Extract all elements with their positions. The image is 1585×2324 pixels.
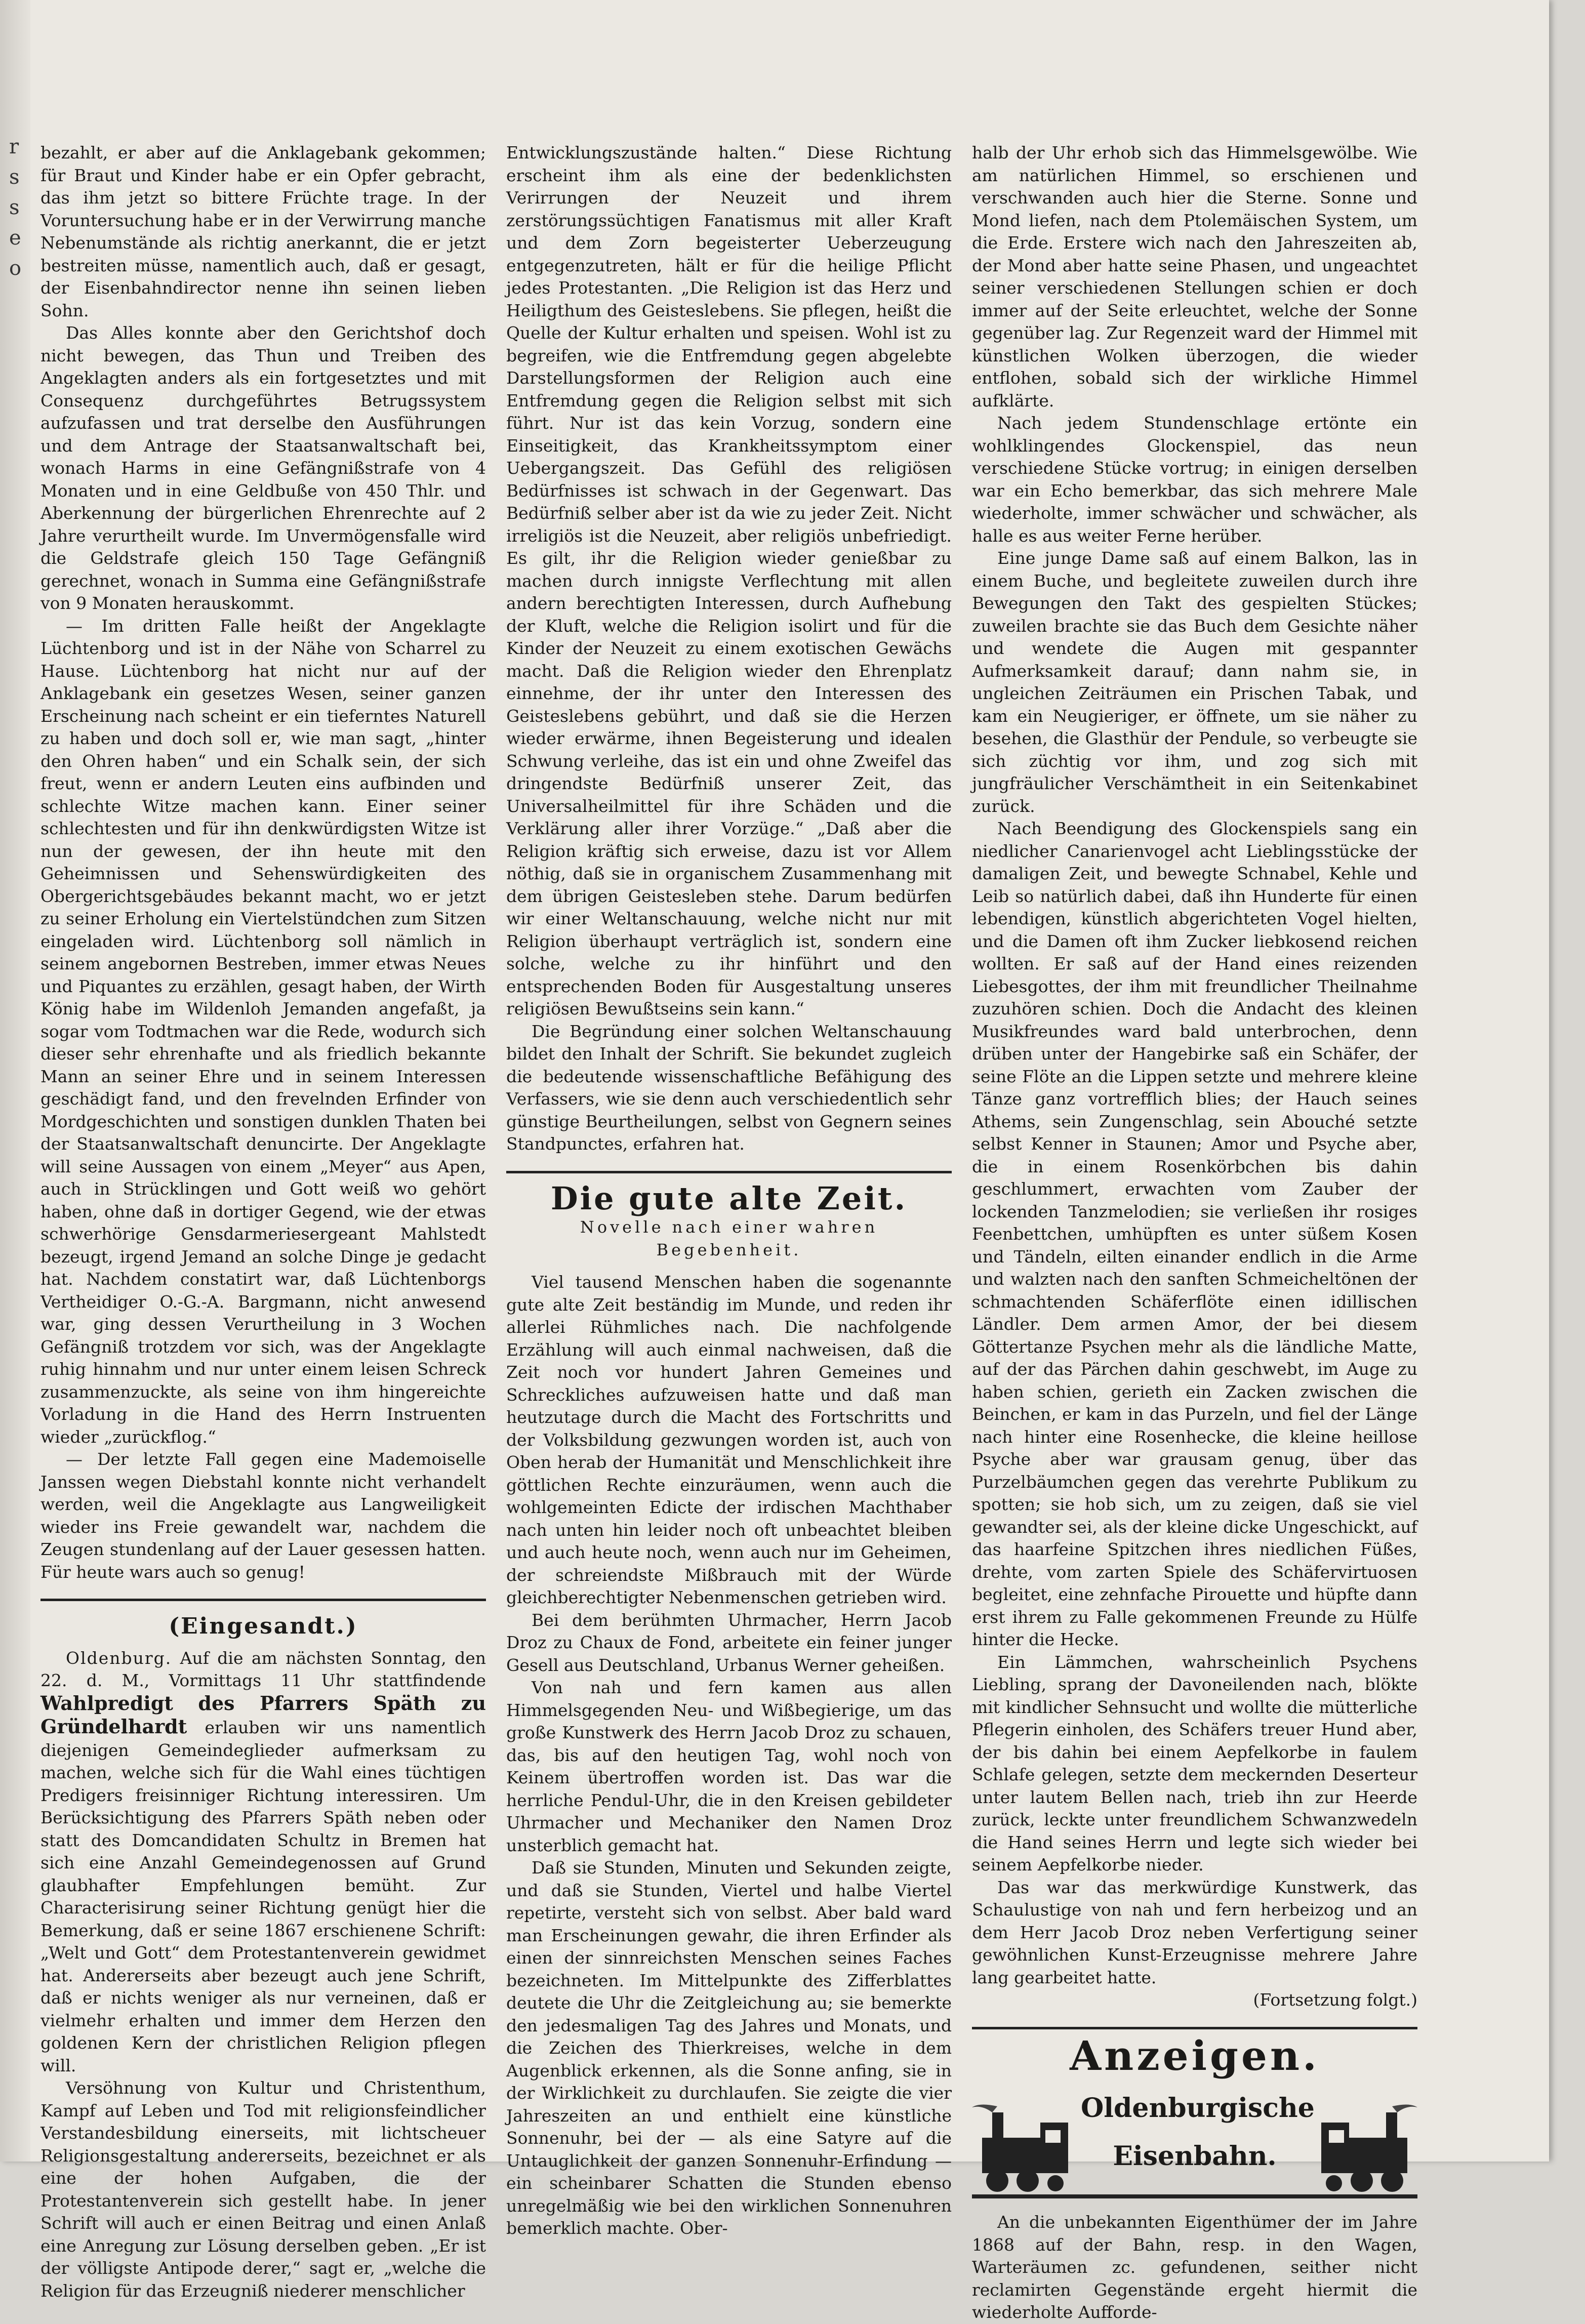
story-paragraph: Viel tausend Menschen haben die sogenannte gute alte Zeit beständig im Munde, und reden ihr allerlei Rühmliches nach. Die nachfolgende Erzählung will auch einmal nachweisen, daß die Zeit noch vor hundert Jahren Gemeines und Schreckliches aufzuweisen hatte und daß man heutzutage durch die Macht des Fortschritts und der Volksbildung gezwungen worden ist, auch von Oben herab der Humanität und Menschlichkeit ihre göttlichen Rechte einzuräumen, wenn auch die wohlgemeinten Edicte der irdischen Machthaber nach unten hin leider noch oft unbeachtet bleiben und auch heute noch, wenn auch nur im Geheimen, der schreiendste Mißbrauch mit der Würde gleichberechtigter Nebenmenschen getrieben wird. bbox=[506, 1272, 952, 1607]
story-paragraph: Bei dem berühmten Uhrmacher, Herrn Jacob Droz zu Chaux de Fond, arbeitete ein feiner junger Gesell aus Deutschland, Urbanus Werner geheißen. bbox=[506, 1610, 952, 1675]
ad-title-line2: Eisenbahn. bbox=[1113, 2141, 1277, 2172]
highlight-text: Wahlpredigt des Pfarrers Späth zu Gründelhardt bbox=[40, 1691, 486, 1738]
railway-ad-header bbox=[972, 2087, 1417, 2198]
column-1 bbox=[40, 142, 486, 2301]
ads-heading: Anzeigen. bbox=[1070, 2031, 1320, 2080]
story-paragraph: Eine junge Dame saß auf einem Balkon, las in einem Buche, und begleitete zuweilen durch ihre Bewegungen den Takt des gespielten Stückes; zuweilen brachte sie das Buch dem Gesichte näher und wendete die Augen mit gespannter Aufmerksamkeit darauf; dann nahm sie, in ungleichen Zeiträumen ein Prischen Tabak, und kam ein Neugieriger, er öffnete, um sie näher zu besehen, die Glasthür der Pendule, so verbeugte sie sich züchtig vor ihm, und zog sich mit jungfräulicher Verschämtheit in ein Seitenkabinet zurück. bbox=[972, 548, 1417, 816]
story-paragraph: Nach Beendigung des Glockenspiels sang ein niedlicher Canarienvogel acht Lieblingsstücke der damaligen Zeit, und bewegte Schnabel, Kehle und Leib so natürlich dabei, daß ihn Hunderte für einen lebendigen, künstlich abgerichteten Vogel hielten, und die Damen oft ihm Zucker liebkosend reichen wollten. Er saß auf der Hand eines reizenden Liebesgottes, der ihm mit freundlicher Theilnahme zuzuhören schien. Doch die Andacht des kleinen Musikfreundes ward bald unterbrochen, denn drüben unter der Hangebirke saß ein Schäfer, der seine Flöte an die Lippen setzte und mehrere kleine Tänze ganz vortrefflich blies; der Hauch seines Athems, sein Zungenschlag, sein Abouché setzte selbst Kenner in Staunen; Amor und Psyche aber, die in einem Rosenkörbchen bis dahin geschlummert, erwachten vom Zauber der lockenden Tanzmelodien; sie verließen ihr rosiges Feenbettchen, umhüpften es unter süßem Kosen und Tändeln, eilten einander endlich in die Arme und walzten nach den sanften Schmeicheltönen der schmachtenden Schäferflöte einen idillischen Ländler. Dem armen Amor, der bei diesem Göttertanze Psychen mehr als die ländliche Matte, auf der das Pärchen dahin geschwebt, im Auge zu haben schien, gerieth ein Zacken zwischen die Beinchen, er kam in das Purzeln, und fiel der Länge nach hinter eine Rosenhecke, die kleine heillose Psyche aber war grausam genug, über das Purzelbäumchen gegen das verehrte Publikum zu spotten; sie hob sich, um zu zeigen, daß sie viel gewandter sei, als der kleine dicke Ungeschickt, auf das haarfeine Spitzchen ihres niedlichen Füßes, drehte, vom zarten Spiele des Schäfervirtuosen begleitet, eine zehnfache Pirouette und hüpfte dann erst ihrem zu Falle gekommenen Freunde zu Hülfe hinter die Hecke. bbox=[972, 819, 1417, 1649]
story-paragraph: halb der Uhr erhob sich das Himmelsgewölbe. Wie am natürlichen Himmel, so erschienen und verschwanden auch hier die Sterne. Sonne und Mond liefen, nach dem Ptolemäischen System, um die Erde. Erstere wich nach den Jahreszeiten ab, der Mond aber hatte seine Phasen, und ungeachtet seiner verschiedenen Stellungen schien er doch immer auf der Seite erleuchtet, welche der Sonne gegenüber lag. Zur Regenzeit ward der Himmel mit künstlichen Wolken überzogen, die wieder entflohen, sobald sich der wirkliche Himmel aufklärte. bbox=[972, 143, 1417, 411]
story-subtitle: Novelle nach einer wahren Begebenheit. bbox=[580, 1217, 878, 1259]
story-title: Die gute alte Zeit. bbox=[550, 1179, 908, 1217]
locomotive-icon bbox=[1316, 2102, 1417, 2198]
rail-track bbox=[972, 2194, 1417, 2198]
locomotive-icon bbox=[972, 2102, 1073, 2198]
dateline: Oldenburg. bbox=[66, 1648, 172, 1668]
eingesandt-paragraph bbox=[40, 1647, 486, 2077]
article-paragraph: bezahlt, er aber auf die Anklagebank gekommen; für Braut und Kinder habe er ein Opfer gebracht, das ihm jetzt so bittere Früchte trage. In der Voruntersuchung habe er in der Verwirrung manche Nebenumstände als richtig anerkannt, die er jetzt bestreiten müsse, namentlich auch, daß er gesagt, der Eisenbahndirector nenne ihn seinen lieben Sohn. bbox=[40, 143, 486, 320]
column-2 bbox=[506, 142, 952, 2238]
story-paragraph: Nach jedem Stundenschlage ertönte ein wohlklingendes Glockenspiel, das neun verschiedene Stücke vortrug; in einigen derselben war ein Echo bemerkbar, das sich mehrere Male wiederholte, immer schwächer und schwächer, als halle es aus weiter Ferne herüber. bbox=[972, 413, 1417, 546]
binding-edge bbox=[0, 0, 30, 2162]
article-paragraph: Die Begründung einer solchen Weltanschauung bildet den Inhalt der Schrift. Sie bekundet zugleich die bedeutende wissenschaftliche Befähigung des Verfassers, wie sie denn auch verschiedentlich sehr günstige Beurtheilungen, selbst von Gegnern seines Standpunctes, erfahren hat. bbox=[506, 1021, 952, 1154]
section-divider bbox=[506, 1171, 952, 1173]
story-paragraph: Daß sie Stunden, Minuten und Sekunden zeigte, und daß sie Stunden, Viertel und halbe Viertel repetirte, versteht sich von selbst. Aber bald ward man Erscheinungen gewahr, die ihren Erfinder als einen der sinnreichsten Menschen seines Faches bezeichneten. Im Mittelpunkte des Zifferblattes deutete die Uhr die Zeitgleichung au; sie bemerkte den jedesmaligen Tag des Jahres und Monats, und die Zeichen des Thierkreises, welche in dem Augenblick erkennen, als die Sonne anfing, sie in der Wirklichkeit zu durchlaufen. Sie zeigte die vier Jahreszeiten an und enthielt eine künstliche Sonnenuhr, bei der — als eine Satyre auf die Untauglichkeit der ganzen Sonnenuhr-Erfindung — ein scheinbarer Schatten die Stunden ebenso unregelmäßig wie bei den wirklichen Sonnenuhren bemerklich machte. Ober- bbox=[506, 1858, 952, 2238]
article-paragraph: — Im dritten Falle heißt der Angeklagte Lüchtenborg und ist in der Nähe von Scharrel zu Hause. Lüchtenborg hat nicht nur auf der Anklagebank ein gesetzes Wesen, seiner ganzen Erscheinung nach scheint er ein tieferntes Naturell zu haben und doch soll er, wie man sagt, „hinter den Ohren haben“ und ein Schalk sein, der sich freut, wenn er andern Leuten eins aufbinden und schlechte Witze machen kann. Einer seiner schlechtesten und für ihn denkwürdigsten Witze ist nun der gewesen, der ihn heute mit den Geheimnissen und Sehenswürdigkeiten des Obergerichtsgebäudes bekannt macht, wo er jetzt zu seiner Erholung ein Viertelstündchen zum Sitzen eingeladen wird. Lüchtenborg soll nämlich in seinem angebornen Bestreben, immer etwas Neues und Piquantes zu erzählen, gesagt haben, der Wirth König habe im Wildenloh Jemanden angefaßt, ja sogar vom Todtmachen war die Rede, wodurch sich dieser sehr ehrenhafte und als friedlich bekannte Mann an seiner Ehre und in seinem Interessen geschädigt fand, und den frevelnden Erfinder von Mordgeschichten und sonstigen dunklen Thaten bei der Staatsanwaltschaft denuncirte. Der Angeklagte will seine Aussagen von einem „Meyer“ aus Apen, auch in Strücklingen und Gott weiß wo gehört haben, ohne daß in dortiger Gegend, wie der etwas schwerhörige Gensdarmeriesergeant Mahlstedt bezeugt, irgend Jemand an solche Dinge je gedacht hat. Nachdem constatirt war, daß Lüchtenborgs Vertheidiger O.-G.-A. Bargmann, nicht anwesend war, ging dessen Verurtheilung in 3 Wochen Gefängniß trotzdem vor sich, was der Angeklagte ruhig hinnahm und nur unter einem leisen Schreck zusammenzuckte, als seine von ihm hingereichte Vorladung in die Hand des Herrn Instruenten wieder „zurückflog.“ bbox=[40, 616, 486, 1447]
story-paragraph: Das war das merkwürdige Kunstwerk, das Schaulustige von nah und fern herbeizog und an dem Herr Jacob Droz neben Verfertigung seiner gewöhnlichen Kunst-Erzeugnisse mehrere Jahre lang gearbeitet hatte. bbox=[972, 1877, 1417, 1987]
article-paragraph: Entwicklungszustände halten.“ Diese Richtung erscheint ihm als eine der bedenklichsten Verirrungen der Neuzeit und ihrem zerstörungssüchtigen Fanatismus mit aller Kraft und dem Zorn begeisterter Ueberzeugung entgegenzutreten, hält er für die heilige Pflicht jedes Protestanten. „Die Religion ist das Herz und Heiligthum des Geisteslebens. Sie pflegen, heißt die Quelle der Kultur erhalten und speisen. Wohl ist zu begreifen, wie die Entfremdung gegen abgelebte Darstellungsformen der Religion auch eine Entfremdung gegen die Religion selbst mit sich führt. Nur ist das kein Vorzug, sondern eine Einseitigkeit, das Krankheitssymptom einer Uebergangszeit. Das Gefühl des religiösen Bedürfnisses ist schwach in der Gegenwart. Das Bedürfniß selber aber ist da wie zu jeder Zeit. Nicht irreligiös ist die Neuzeit, aber religiös unbefriedigt. Es gilt, ihr die Religion wieder genießbar zu machen durch innigste Verflechtung mit allen andern berechtigten Interessen, durch Aufhebung der Kluft, welche die Religion isolirt und für die Kinder der Neuzeit zu einem exotischen Gewächs macht. Daß die Religion wieder den Ehrenplatz einnehme, der ihr unter den Interessen des Geisteslebens gebührt, und daß sie die Herzen wieder erwärme, ihnen Begeisterung und idealen Schwung verleihe, das ist ein und ohne Zweifel das dringendste Bedürfniß unserer Zeit, das Universalheilmittel für ihre Schäden und die Verklärung aller ihrer Vorzüge.“ „Daß aber die Religion kräftig sich erweise, dazu ist vor Allem nöthig, daß sie in organischem Zusammenhang mit dem übrigen Geistesleben stehe. Darum bedürfen wir einer Weltanschauung, welche nicht nur mit Religion überhaupt verträglich ist, sondern eine solche, welche zu ihr hinführt und den entsprechenden Boden für Ausgestaltung unseres religiösen Bewußtseins sein kann.“ bbox=[506, 143, 952, 1018]
margin-marks: r s s e o bbox=[9, 135, 22, 280]
intro-continuation: erlauben wir uns namentlich diejenigen Gemeindeglieder aufmerksam zu machen, welche sich für die Wahl eines tüchtigen Predigers freisinniger Richtung interessiren. Um Berücksichtigung des Pfarrers Späth neben oder statt des Domcandidaten Schultz in Bremen hat sich eine Anzahl Gemeindegenossen auf Grund glaubhafter Empfehlungen bemüht. Zur Characterisirung seiner Richtung genügt hier die Bemerkung, daß er seine 1867 erschienene Schrift: „Welt und Gott“ dem Protestantenverein gewidmet hat. Andererseits aber bezeugt auch jene Schrift, daß er nichts weniger als nur verneinen, daß er vielmehr erhalten und immer dem Herzen den goldenen Kern der christlichen Religion pflegen will. bbox=[40, 1718, 486, 2075]
intro-text: Auf die am nächsten Sonntag, den 22. d. M., Vormittags 11 Uhr stattfindende bbox=[40, 1648, 486, 1690]
article-paragraph: Das Alles konnte aber den Gerichtshof doch nicht bewegen, das Thun und Treiben des Angeklagten anders als ein fortgesetztes und mit Consequenz durchgeführtes Betrugssystem aufzufassen und trat derselbe den Ausführungen und dem Antrage der Staatsanwaltschaft bei, wonach Harms in eine Gefängnißstrafe von 4 Monaten und in eine Geldbuße von 450 Thlr. und Aberkennung der bürgerlichen Ehrenrechte auf 2 Jahre verurtheilt wurde. Im Unvermögensfalle wird die Geldstrafe gleich 150 Tage Gefängniß gerechnet, wonach in Summa eine Gefängnißstrafe von 9 Monaten herauskommt. bbox=[40, 323, 486, 613]
column-3 bbox=[972, 142, 1417, 2322]
ad-title-line1: Oldenburgische bbox=[1081, 2093, 1315, 2124]
eingesandt-heading: (Eingesandt.) bbox=[169, 1613, 358, 1639]
ad-paragraph: An die unbekannten Eigenthümer der im Jahre 1868 auf der Bahn, resp. in den Wagen, Warteräumen zc. gefundenen, seither nicht reclamirten Gegenstände ergeht hiermit die wiederholte Aufforde- bbox=[972, 2212, 1417, 2322]
continuation-note: (Fortsetzung folgt.) bbox=[1253, 1990, 1417, 2010]
story-paragraph: Ein Lämmchen, wahrscheinlich Psychens Liebling, sprang der Davoneilenden nach, blökte mit kindlicher Sehnsucht und wollte die mütterliche Pflegerin einholen, des Schäfers treuer Hund aber, der bis dahin bei einem Aepfelkorbe in faulem Schlafe gelegen, setzte dem meckernden Deserteur unter lautem Bellen nach, trieb ihn zur Heerde zurück, leckte unter freundlichem Schwanzwedeln die Hand seines Herrn und legte sich wieder bei seinem Aepfelkorbe nieder. bbox=[972, 1652, 1417, 1874]
article-paragraph: — Der letzte Fall gegen eine Mademoiselle Janssen wegen Diebstahl konnte nicht verhandelt werden, weil die Angeklagte aus Langweiligkeit wieder ins Freie gewandelt war, nachdem die Zeugen stundenlang auf der Lauer gesessen hatten. Für heute wars auch so genug! bbox=[40, 1449, 486, 1582]
eingesandt-paragraph: Versöhnung von Kultur und Christenthum, Kampf auf Leben und Tod mit religionsfeindlicher Verstandesbildung einerseits, mit lichtscheuer Religionsgestaltung andererseits, bezeichnet er als eine der hohen Aufgaben, die der Protestantenverein sich gestellt habe. In jener Schrift will auch er einen Beitrag und einen Anlaß eine Anregung zur Lösung derselben geben. „Er ist der völligste Antipode derer,“ sagt er, „welche die Religion für das Erzeugniß niederer menschlicher bbox=[40, 2078, 486, 2301]
section-divider bbox=[972, 2027, 1417, 2029]
section-divider bbox=[40, 1599, 486, 1601]
story-paragraph: Von nah und fern kamen aus allen Himmelsgegenden Neu- und Wißbegierige, um das große Kunstwerk des Herrn Jacob Droz zu schauen, das, bis auf den heutigen Tag, wohl noch von Keinem übertroffen worden ist. Das war die herrliche Pendul-Uhr, die in den Kreisen gebildeter Uhrmacher und Mechaniker den Namen Droz unsterblich gemacht hat. bbox=[506, 1678, 952, 1855]
